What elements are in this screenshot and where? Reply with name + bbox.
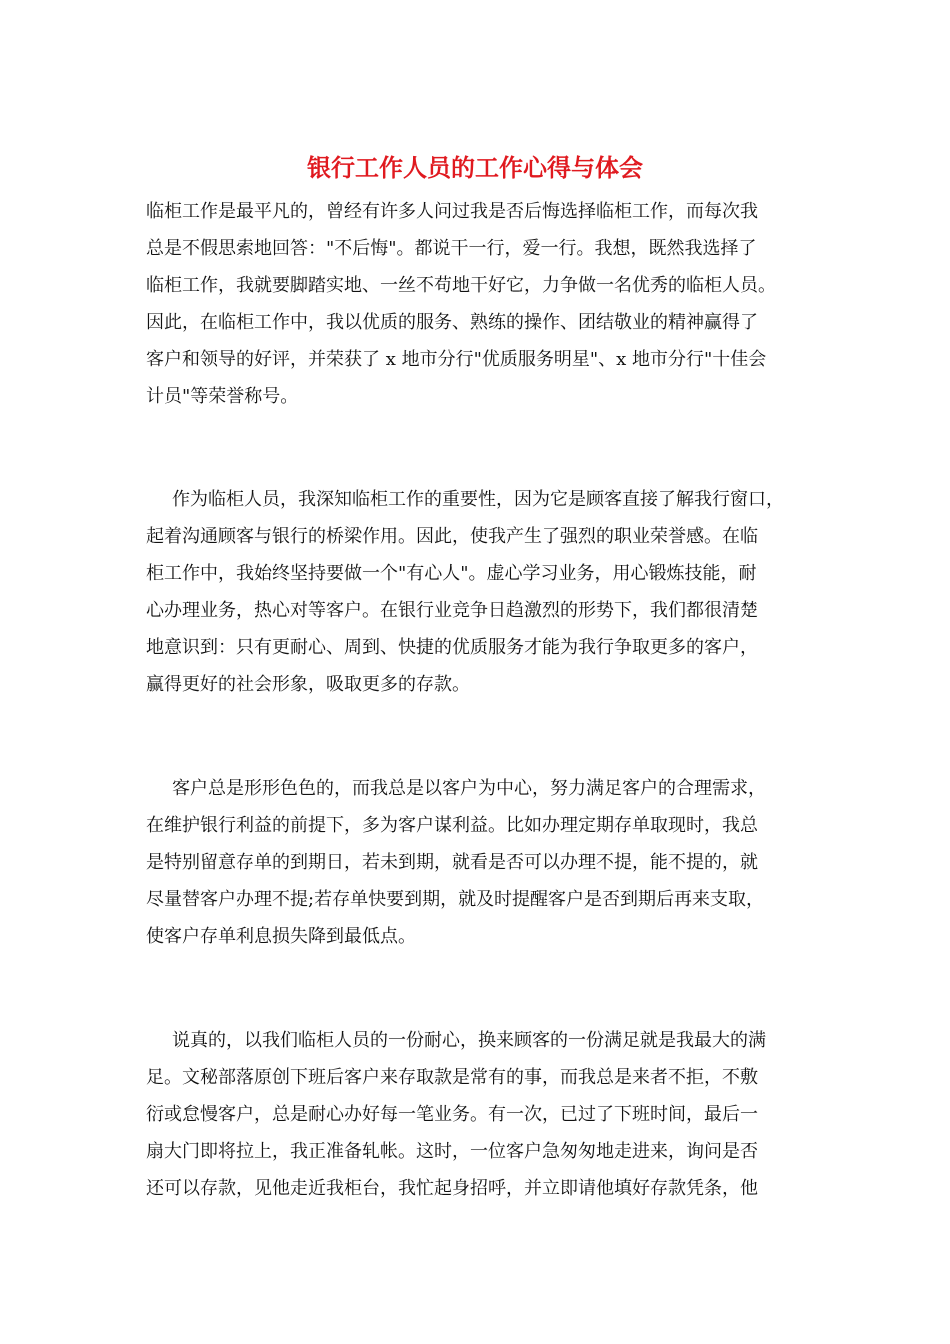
paragraph-line: 地意识到：只有更耐心、周到、快捷的优质服务才能为我行争取更多的客户， — [146, 637, 758, 658]
paragraph-line: 客户总是形形色色的，而我总是以客户为中心，努力满足客户的合理需求， — [172, 778, 766, 799]
paragraph-line: 使客户存单利息损失降到最低点。 — [146, 926, 416, 947]
paragraph-line: 因此，在临柜工作中，我以优质的服务、熟练的操作、团结敬业的精神赢得了 — [146, 312, 758, 333]
paragraph-line: 在维护银行利益的前提下，多为客户谋利益。比如办理定期存单取现时，我总 — [146, 815, 758, 836]
paragraph-line: 还可以存款，见他走近我柜台，我忙起身招呼，并立即请他填好存款凭条，他 — [146, 1178, 758, 1199]
paragraph-line: 起着沟通顾客与银行的桥梁作用。因此，使我产生了强烈的职业荣誉感。在临 — [146, 526, 758, 547]
paragraph-line: 足。文秘部落原创下班后客户来存取款是常有的事，而我总是来者不拒，不敷 — [146, 1067, 758, 1088]
paragraph-line: 说真的，以我们临柜人员的一份耐心，换来顾客的一份满足就是我最大的满 — [172, 1030, 766, 1051]
paragraph-line: 衍或怠慢客户，总是耐心办好每一笔业务。有一次，已过了下班时间，最后一 — [146, 1104, 758, 1125]
paragraph-line: 尽量替客户办理不提;若存单快要到期，就及时提醒客户是否到期后再来支取， — [146, 889, 765, 910]
paragraph-line: 临柜工作，我就要脚踏实地、一丝不苟地干好它，力争做一名优秀的临柜人员。 — [146, 275, 776, 296]
paragraph-line: 是特别留意存单的到期日，若未到期，就看是否可以办理不提，能不提的，就 — [146, 852, 758, 873]
paragraph-line: 客户和领导的好评，并荣获了 x 地市分行"优质服务明星"、x 地市分行"十佳会 — [146, 349, 767, 370]
paragraph-line: 计员"等荣誉称号。 — [146, 386, 299, 407]
paragraph-line: 赢得更好的社会形象，吸取更多的存款。 — [146, 674, 470, 695]
paragraph-line: 作为临柜人员，我深知临柜工作的重要性，因为它是顾客直接了解我行窗口， — [172, 489, 784, 510]
paragraph-line: 临柜工作是最平凡的，曾经有许多人问过我是否后悔选择临柜工作，而每次我 — [146, 201, 758, 222]
document-title: 银行工作人员的工作心得与体会 — [307, 153, 643, 182]
paragraph-line: 柜工作中，我始终坚持要做一个"有心人"。虚心学习业务，用心锻炼技能，耐 — [146, 563, 757, 584]
paragraph-line: 心办理业务，热心对等客户。在银行业竞争日趋激烈的形势下，我们都很清楚 — [146, 600, 758, 621]
paragraph-line: 总是不假思索地回答："不后悔"。都说干一行，爱一行。我想，既然我选择了 — [146, 238, 757, 259]
paragraph-line: 扇大门即将拉上，我正准备轧帐。这时，一位客户急匆匆地走进来，询问是否 — [146, 1141, 758, 1162]
